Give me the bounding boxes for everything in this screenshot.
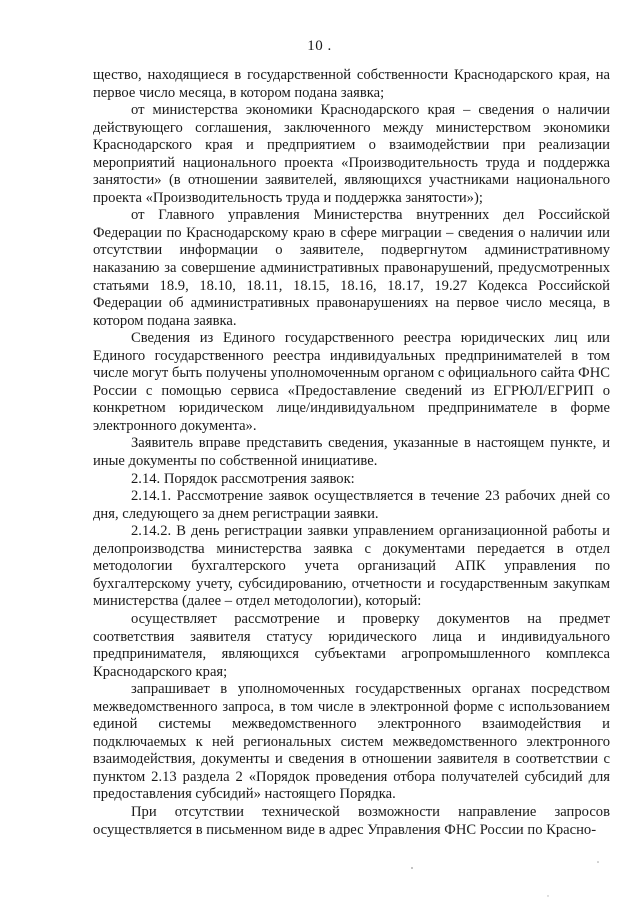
paragraph: Заявитель вправе представить сведения, указанные в настоящем пункте, и иные документы по собственной инициативе.: [93, 435, 610, 470]
paragraph: от министерства экономики Краснодарского края – сведения о наличии действующего соглашения, заключенного между министерством экономики Краснодарского края и предприятием о взаимодействии при реализации мероприятий национального проекта «Производительность труда и поддержка занятости» (в отношении заявителей, являющихся участниками национального проекта «Производительность труда и поддержка занятости»);: [93, 102, 610, 206]
page-number: 10 .: [307, 38, 332, 54]
paragraph: запрашивает в уполномоченных государственных органах посредством межведомственного запроса, в том числе в электронной форме с использованием единой системы межведомственного электронного взаимодействия и подключаемых к ней региональных систем межведомственного электронного взаимодействия, документы и сведения в отношении заявителя в соответствии с пунктом 2.13 раздела 2 «Порядок проведения отбора получателей субсидий для предоставления субсидий» настоящего Порядка.: [93, 681, 610, 803]
paragraph: осуществляет рассмотрение и проверку документов на предмет соответствия заявителя статусу юридического лица и индивидуального предпринимателя, являющихся субъектами агропромышленного комплекса Краснодарского края;: [93, 610, 610, 680]
paragraph: 2.14.2. В день регистрации заявки управлением организационной работы и делопроизводства министерства заявка с документами передается в отдел методологии бухгалтерского учета организаций АПК управления по бухгалтерскому учету, субсидированию, отчетности и государственным закупкам министерства (далее – отдел методологии), который:: [93, 523, 610, 610]
paragraph: При отсутствии технической возможности направление запросов осуществляется в письменном виде в адрес Управления ФНС России по Красно-: [93, 803, 610, 838]
paragraph: щество, находящиеся в государственной собственности Краснодарского края, на первое число месяца, в котором подана заявка;: [93, 67, 610, 101]
paragraph: от Главного управления Министерства внутренних дел Российской Федерации по Краснодарскому краю в сфере миграции – сведения о наличии или отсутствии информации о заявителе, подвергнутом административному наказанию за совершение административных правонарушений, предусмотренных статьями 18.9, 18.10, 18.11, 18.15, 18.16, 18.17, 19.27 Кодекса Российской Федерации об административных правонарушениях на первое число месяца, в котором подана заявка.: [93, 207, 610, 329]
paragraph: 2.14. Порядок рассмотрения заявок:: [131, 470, 355, 487]
document-body: [93, 67, 610, 839]
paragraph: Сведения из Единого государственного реестра юридических лиц или Единого государственного реестра индивидуальных предпринимателей в том числе могут быть получены уполномоченным органом с официального сайта ФНС России с помощью сервиса «Предоставление сведений из ЕГРЮЛ/ЕГРИП о конкретном юридическом лице/индивидуальном предпринимателе в форме электронного документа».: [93, 330, 610, 434]
paragraph: 2.14.1. Рассмотрение заявок осуществляется в течение 23 рабочих дней со дня, следующего за днем регистрации заявки.: [93, 488, 610, 522]
